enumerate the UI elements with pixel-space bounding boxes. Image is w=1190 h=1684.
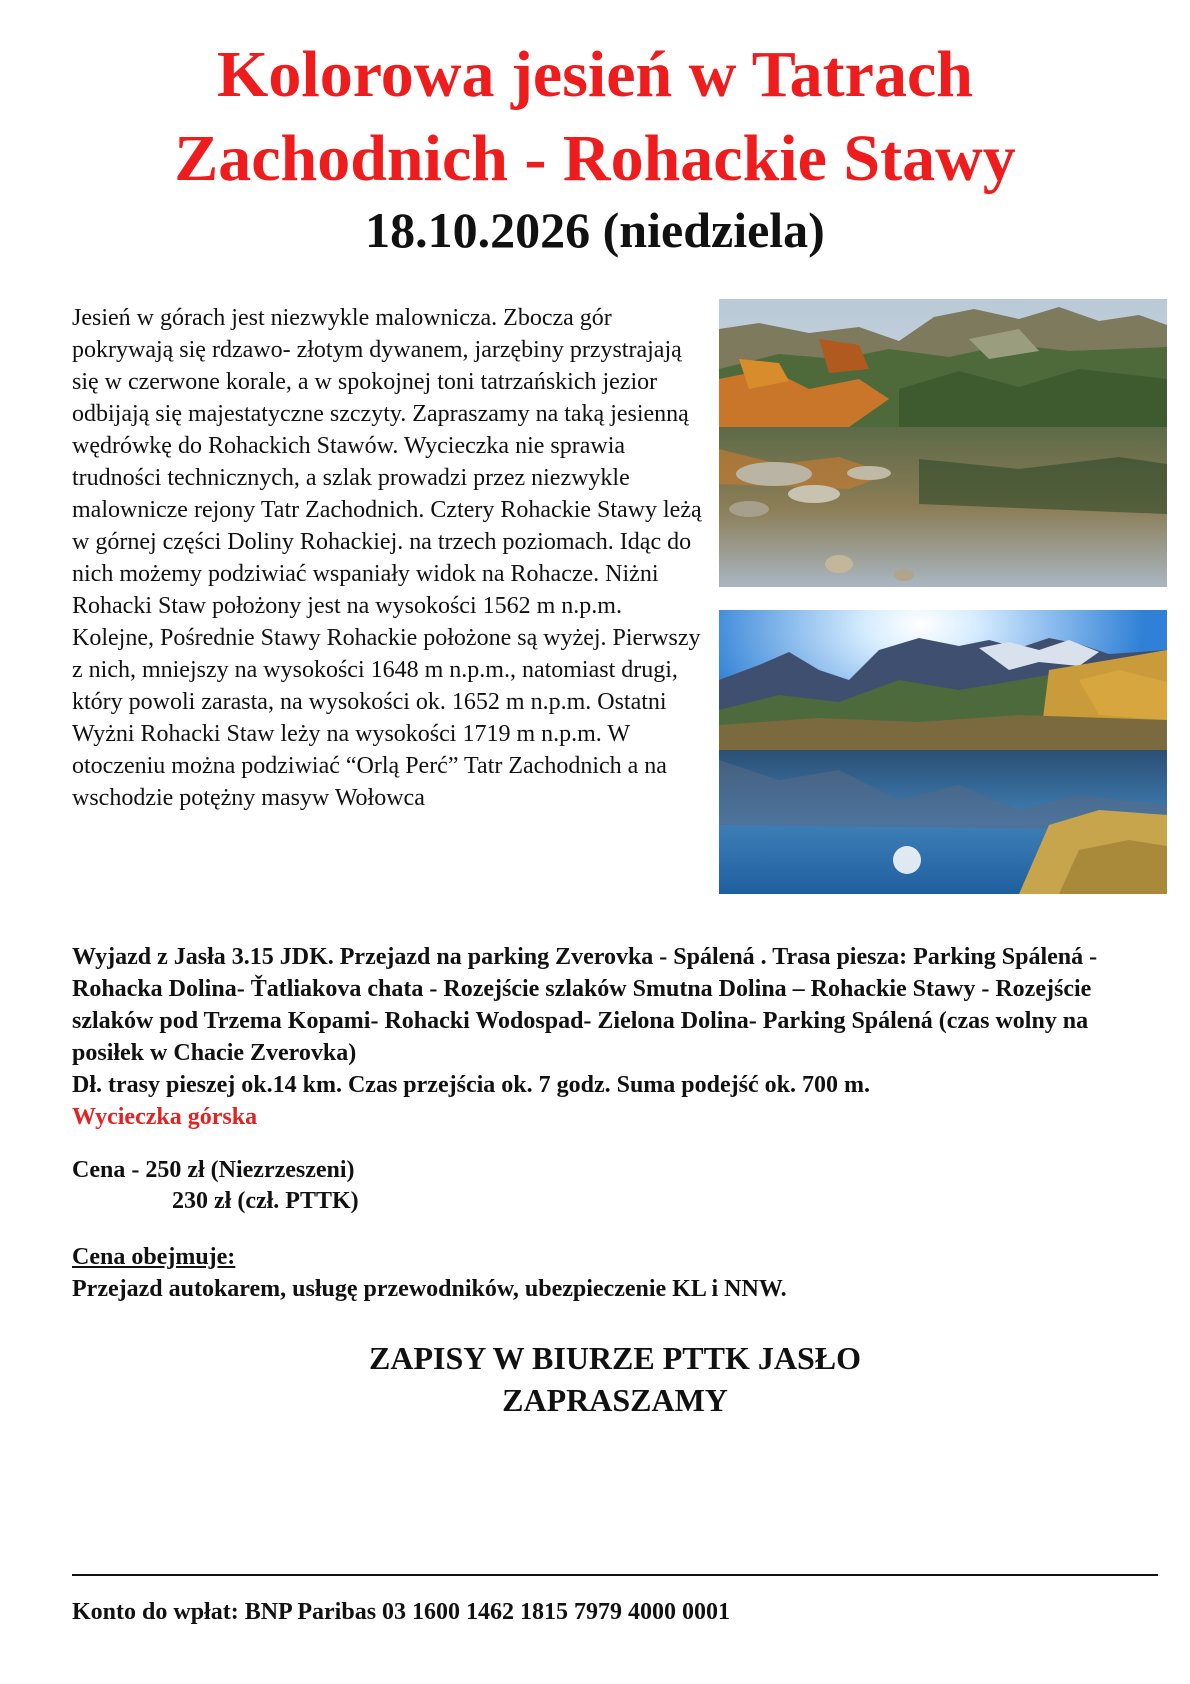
includes-text: Przejazd autokarem, usługę przewodników, ubezpieczenie KL i NNW. [72,1276,787,1302]
signup-line-2: ZAPRASZAMY [502,1382,728,1418]
intro-paragraph: Jesień w górach jest niezwykle malownicza. Zbocza gór pokrywają się rdzawo- złotym dywanem, jarzębiny przystrajają się w czerwone korale, a w spokojnej toni tatrzańskich jezior odbijają się majestatyczne szczyty. Zapraszamy na taką jesienną wędrówkę do Rohackich Stawów. Wycieczka nie sprawia trudności technicznych, a szlak prowadzi przez niezwykle malownicze rejony Tatr Zachodnich. Cztery Rohackie Stawy leżą w górnej części Doliny Rohackiej. na trzech poziomach. Idąc do nich możemy podziwiać wspaniały widok na Rohacze. Niżni Rohacki Staw położony jest na wysokości 1562 m n.p.m. Kolejne, Pośrednie Stawy Rohackie położone są wyżej. Pierwszy z nich, mniejszy na wysokości 1648 m n.p.m., natomiast drugi, który powoli zarasta, na wysokości ok. 1652 m n.p.m. Ostatni Wyżni Rohacki Staw leży na wysokości 1719 m n.p.m. W otoczeniu można podziwiać “Orlą Perć” Tatr Zachodnich a na wschodzie potężny masyw Wołowca [72,305,702,811]
route-description: Wyjazd z Jasła 3.15 JDK. Przejazd na parking Zverovka - Spálená . Trasa piesza: Parking Spálená - Rohacka Dolina- Ťatliakova chata - Rozejście szlaków Smutna Dolina – Rohackie Stawy - Rozejście szlaków pod Trzema Kopami- Rohacki Wodospad- Zielona Dolina- Parking Spálená (czas wolny na posiłek w Chacie Zverovka) [72,944,1098,1066]
footer-divider [72,1574,1158,1576]
signup-notice [0,1337,1190,1421]
route-stats: Dł. trasy pieszej ok.14 km. Czas przejścia ok. 7 godz. Suma podejść ok. 700 m. [72,1072,870,1098]
trip-category: Wycieczka górska [72,1104,258,1130]
bank-account: Konto do wpłat: BNP Paribas 03 1600 1462 1815 7979 4000 0001 [72,1599,731,1625]
price-block [72,1155,359,1217]
price-line-member: 230 zł (czł. PTTK) [172,1188,359,1214]
includes-heading: Cena obejmuje: [72,1244,236,1270]
mountain-lake-photo [719,610,1167,894]
price-line-regular: Cena - 250 zł (Niezrzeszeni) [72,1157,355,1183]
title-line-1: Kolorowa jesień w Tatrach [217,38,973,111]
autumn-lake-photo [719,299,1167,587]
signup-line-1: ZAPISY W BIURZE PTTK JASŁO [369,1340,861,1376]
price-includes [72,1241,787,1305]
event-date: 18.10.2026 (niedziela) [365,202,825,258]
title-line-2: Zachodnich - Rohackie Stawy [174,122,1016,195]
trip-details [72,941,1132,1133]
